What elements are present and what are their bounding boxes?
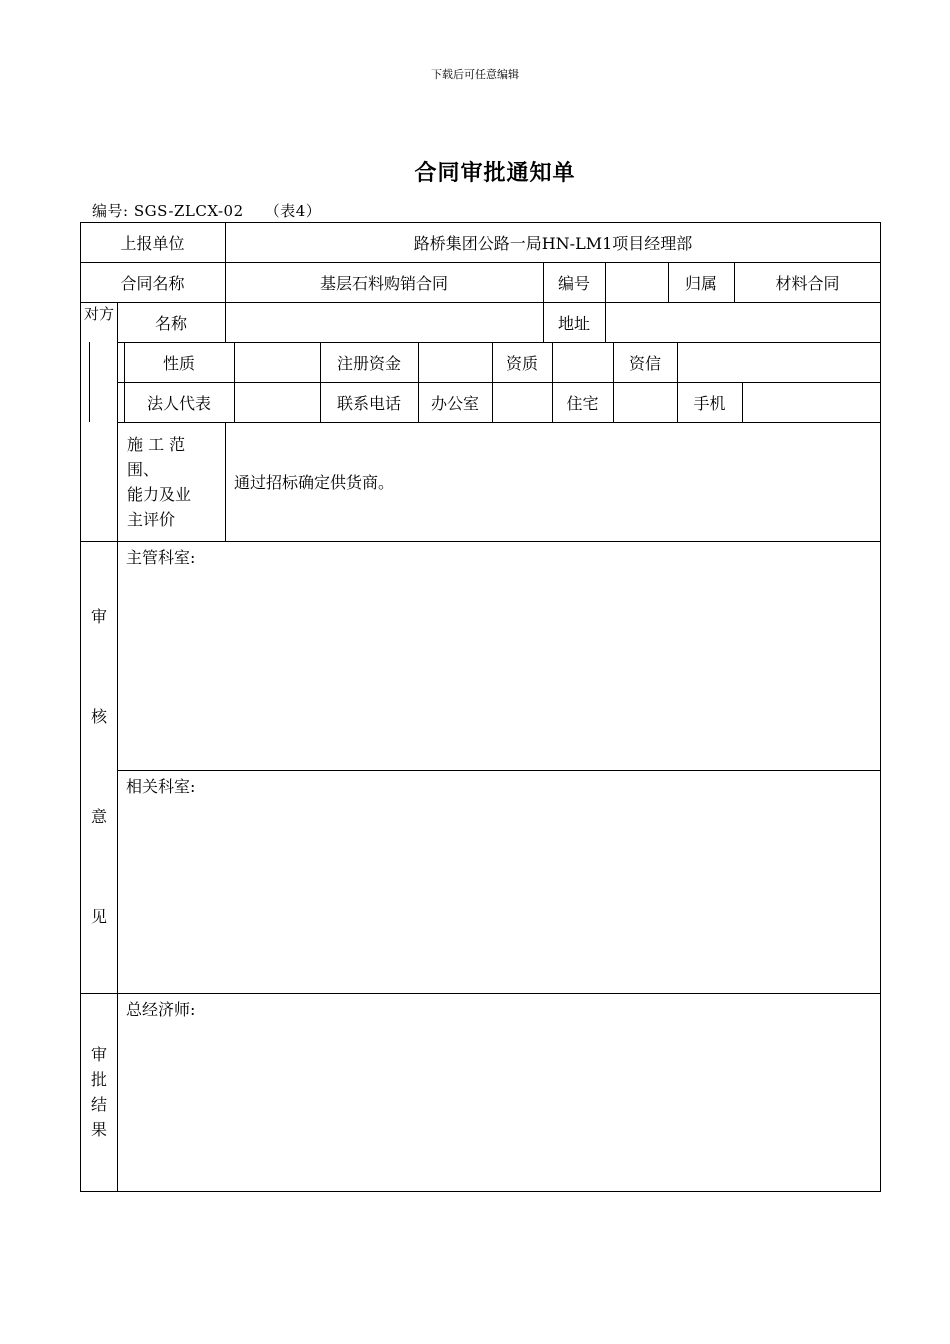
approval-side-char: 果 (90, 1120, 107, 1139)
supervising-dept-label: 主管科室: (126, 548, 196, 567)
document-number: 编号: SGS-ZLCX-02 （表4） (92, 202, 322, 220)
chief-economist-label: 总经济师: (126, 1000, 196, 1019)
col-divider (742, 382, 743, 422)
phone-label: 联系电话 (336, 393, 401, 413)
col-divider (225, 422, 226, 541)
scope-label (127, 432, 219, 532)
legal-rep-label: 法人代表 (146, 393, 211, 413)
review-side-char: 见 (90, 907, 107, 926)
scope-label-line: 能力及业 (127, 485, 192, 504)
row-divider (117, 770, 881, 771)
col-divider (225, 302, 226, 342)
contract-name-value: 基层石料购销合同 (319, 273, 448, 293)
scope-label-line: 主评价 (127, 510, 176, 529)
scope-label-line: 施 工 范 (127, 435, 186, 454)
category-label: 归属 (684, 273, 717, 293)
contract-name-label: 合同名称 (120, 273, 185, 293)
reporting-unit-label: 上报单位 (120, 233, 185, 253)
approval-side-char: 结 (90, 1095, 107, 1114)
scope-value: 通过招标确定供货商。 (234, 473, 395, 492)
row-divider (80, 993, 881, 994)
address-label: 地址 (557, 313, 590, 333)
related-dept-label: 相关科室: (126, 777, 196, 796)
reporting-unit-value: 路桥集团公路一局HN-LM1项目经理部 (413, 233, 693, 253)
approval-side-char: 批 (90, 1070, 107, 1089)
scope-label-line: 围、 (127, 460, 160, 479)
office-label: 办公室 (430, 393, 479, 413)
col-divider (234, 342, 235, 422)
registered-capital-label: 注册资金 (336, 353, 401, 373)
nature-label: 性质 (162, 353, 195, 373)
col-divider (117, 541, 118, 1192)
row-divider (80, 541, 881, 542)
header-note: 下载后可任意编辑 (431, 68, 519, 81)
approval-side-char: 审 (90, 1045, 107, 1064)
credit-label: 资信 (628, 353, 661, 373)
home-label: 住宅 (566, 393, 599, 413)
page-title: 合同审批通知单 (414, 160, 576, 186)
review-side-char: 审 (90, 607, 107, 626)
review-side-char: 意 (90, 807, 107, 826)
counterparty-label: 对方 (83, 305, 114, 323)
number-value (605, 262, 668, 302)
mobile-label: 手机 (693, 393, 726, 413)
name-label: 名称 (154, 313, 187, 333)
col-divider (89, 342, 90, 422)
category-value: 材料合同 (775, 273, 840, 293)
qualification-label: 资质 (505, 353, 538, 373)
number-label: 编号 (557, 273, 590, 293)
review-side-char: 核 (90, 707, 107, 726)
